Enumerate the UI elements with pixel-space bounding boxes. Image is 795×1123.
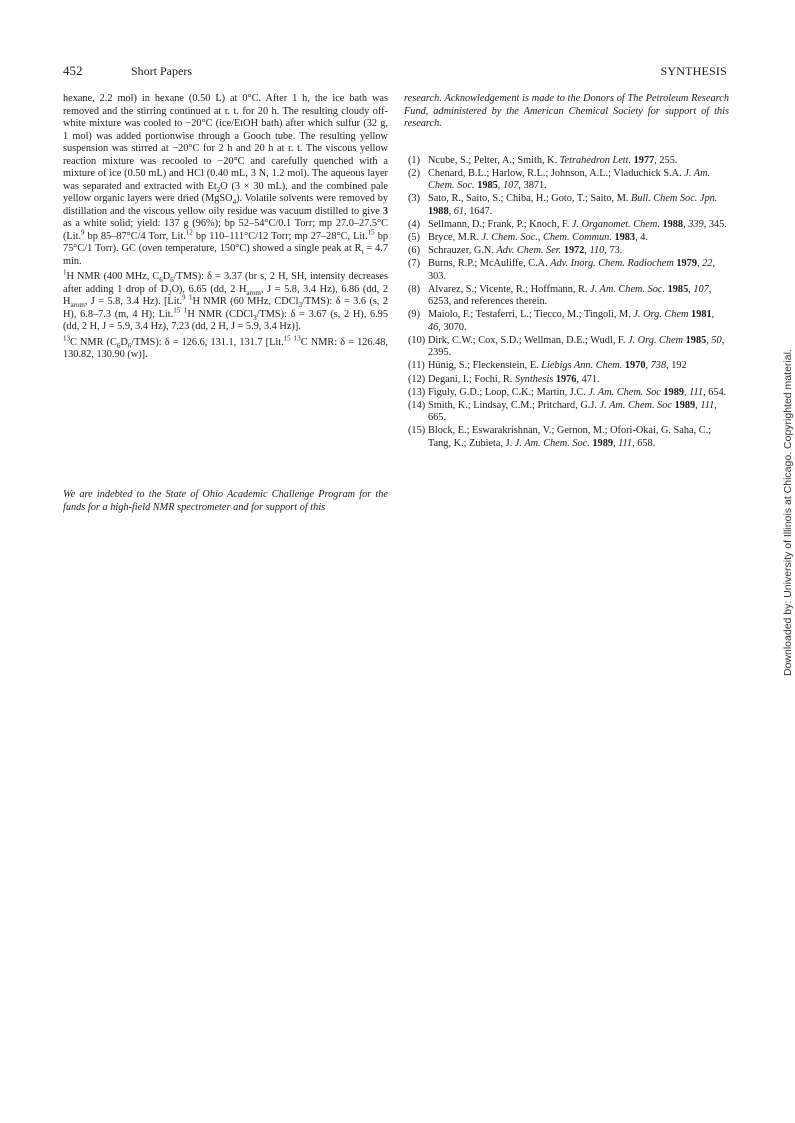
reference-authors: Dirk, C.W.; Cox, S.D.; Wellman, D.E.; Wudl, F.	[428, 334, 628, 346]
reference-pages: 3070.	[443, 321, 467, 333]
reference-volume: 339	[688, 218, 704, 230]
reference-item: (8) Alvarez, S.; Vicente, R.; Hoffmann, R. J. Am. Chem. Soc. 1985, 107, 6253, and references therein.	[408, 283, 712, 308]
reference-pages: 471.	[581, 373, 600, 385]
reference-item: (9) Maiolo, F.; Testaferri, L.; Tiecco, M.; Tingoli, M. J. Org. Chem 1981, 46, 3070.	[408, 309, 715, 333]
reference-year: 1983	[614, 231, 636, 243]
reference-year: 1970	[624, 360, 646, 372]
reference-volume: 111	[700, 399, 715, 411]
reference-pages: 4.	[640, 231, 648, 243]
reference-journal: Liebigs Ann. Chem.	[541, 360, 623, 372]
reference-number: (1)	[408, 154, 421, 166]
reference-year: 1988	[662, 218, 684, 230]
reference-year: 1985	[685, 334, 707, 346]
reference-authors: Smith, K.; Lindsay, C.M.; Pritchard, G.J.	[428, 399, 600, 411]
reference-pages: 2395.	[428, 347, 452, 359]
reference-item: (4) Sellmann, D.; Frank, P.; Knoch, F. J. Organomet. Chem. 1988, 339, 345.	[408, 218, 727, 230]
reference-journal: J. Chem. Soc., Chem. Commun.	[481, 231, 612, 243]
reference-pages: 1647.	[469, 205, 493, 217]
page-number: 452	[63, 63, 83, 78]
reference-volume: 107	[693, 283, 709, 295]
reference-pages: 3871.	[523, 180, 547, 192]
c-nmr-paragraph: $^{13}$C NMR $(C_6D_6/TMS)$: δ = 126.6, 131.1, 131.7 [Lit.$^{15}$ $^{13}$C NMR: δ = 126.48, 130.82, 130.90 (w)].	[63, 334, 388, 360]
reference-volume: 61	[453, 205, 465, 217]
reference-volume: 107	[502, 180, 519, 192]
reference-year: 1985	[477, 180, 498, 192]
reference-journal: J. Am. Chem. Soc	[588, 386, 661, 398]
reference-year: 1977	[633, 154, 655, 166]
reference-item: (14) Smith, K.; Lindsay, C.M.; Pritchard, G.J. J. Am. Chem. Soc 1989, 111, 665.	[408, 399, 717, 424]
reference-pages: 658.	[637, 437, 656, 449]
reference-number: (9)	[408, 309, 421, 321]
reference-year: 1981	[691, 309, 712, 321]
reference-pages: 255.	[659, 154, 678, 166]
compound-number: 3	[382, 205, 388, 217]
journal-name: SYNTHESIS	[660, 64, 727, 78]
reference-authors: Bryce, M.R.	[428, 231, 482, 243]
reference-item: (12) Degani, I.; Fochi, R. Synthesis 1976, 471.	[408, 373, 600, 385]
reference-authors: Hünig, S.; Fleckenstein, E.	[428, 360, 542, 372]
h-nmr-paragraph: $^1$H NMR (400 MHz, $C_6D_6/TMS$): δ = 3.37 (br s, 2 H, SH, intensity decreases after adding 1 drop of $D_2O$), 6.65 (dd, 2 $H_{arom}$, J = 5.8, 3.4 Hz), 6.86 (dd, 2 $H_{arom}$, J = 5.8, 3.4 Hz). [Lit.$^9$ $^1$H NMR (60 MHz, CDCl$_3$/TMS): δ = 3.6 (s, 2 H), 6.8–7.3 (m, 4 H); Lit.$^{15}$ $^1$H NMR (CDCl$_3$/TMS): δ = 3.67 (s, 2 H), 6.95 (dd, 2 H, J = 5.9, 3.4 Hz), 7.23 (dd, 2 H, J = 5.9, 3.4 Hz)].	[63, 268, 389, 332]
reference-pages: 654.	[708, 386, 727, 398]
reference-year: 1972	[563, 244, 585, 256]
reference-number: (6)	[408, 244, 421, 256]
reference-number: (4)	[408, 218, 421, 230]
reference-number: (5)	[408, 231, 421, 243]
reference-authors: Chenard, B.L.; Harlow, R.L.; Johnson, A.L.; Vladuchick S.A.	[428, 167, 685, 179]
reference-volume: 46	[428, 321, 439, 333]
reference-pages: 192	[671, 360, 687, 372]
reference-number: (12)	[408, 373, 426, 385]
acknowledgement-end: research. Acknowledgement is made to the Donors of The Petroleum Research Fund, administered by the American Chemical Society for support of this research.	[404, 93, 729, 129]
reference-number: (2)	[408, 167, 421, 179]
reference-year: 1989	[674, 399, 696, 411]
reference-volume: 22	[702, 258, 713, 270]
reference-volume: 111	[689, 386, 704, 398]
reference-item: (10) Dirk, C.W.; Cox, S.D.; Wellman, D.E.; Wudl, F. J. Org. Chem 1985, 50, 2395.	[408, 334, 725, 359]
reference-pages: 6253, and references therein.	[428, 296, 548, 308]
reference-volume: 50	[711, 334, 722, 346]
reference-list	[404, 155, 729, 451]
reference-authors: Degani, I.; Fochi, R.	[428, 373, 515, 385]
reference-authors: Ncube, S.; Pelter, A.; Smith, K.	[428, 154, 560, 166]
reference-item: (6) Schrauzer, G.N. Adv. Chem. Ser. 1972, 110, 73.	[408, 244, 623, 256]
reference-item: (13) Figuly, G.D.; Loop, C.K.; Martin, J.C. J. Am. Chem. Soc 1989, 111, 654.	[408, 386, 727, 398]
reference-journal: J. Am. Chem. Soc.	[590, 283, 666, 295]
reference-journal: Synthesis	[514, 373, 554, 385]
reference-number: (14)	[408, 399, 426, 411]
reference-journal: Tetrahedron Lett.	[559, 154, 632, 166]
reference-number: (8)	[408, 283, 421, 295]
reference-journal: J. Org. Chem	[633, 309, 689, 321]
reference-pages: 303.	[428, 270, 447, 282]
reference-number: (15)	[408, 425, 426, 437]
left-column	[63, 93, 388, 365]
reference-authors: Block, E.; Eswarakrishnan, V.; Gernon, M.; Ofori-Okai, G. Saha, C.; Tang, K.; Zubieta, J.	[428, 425, 712, 449]
reference-pages: 345.	[708, 218, 727, 230]
reference-authors: Burns, R.P.; McAuliffe, C.A.	[428, 258, 551, 270]
section-title: Short Papers	[131, 64, 192, 78]
reference-authors: Sato, R., Saito, S.; Chiba, H.; Goto, T.; Saito, M.	[428, 193, 631, 205]
reference-item: (1) Ncube, S.; Pelter, A.; Smith, K. Tetrahedron Lett. 1977, 255.	[408, 154, 678, 166]
reference-journal: J. Am. Chem. Soc	[599, 399, 672, 411]
download-watermark: Downloaded by: University of Illinois at Chicago. Copyrighted material.	[782, 349, 794, 676]
reference-volume: 111	[618, 437, 633, 449]
reference-number: (7)	[408, 258, 421, 270]
reference-volume: 738	[650, 360, 667, 372]
reference-item: (2) Chenard, B.L.; Harlow, R.L.; Johnson, A.L.; Vladuchick S.A. J. Am. Chem. Soc. 1985, 107, 3871.	[408, 167, 711, 192]
reference-journal: J. Organomet. Chem.	[571, 218, 660, 230]
reference-year: 1989	[592, 437, 613, 449]
reference-authors: Figuly, G.D.; Loop, C.K.; Martin, J.C.	[428, 386, 589, 398]
reference-number: (11)	[408, 360, 425, 372]
reference-year: 1979	[676, 258, 697, 270]
reference-authors: Sellmann, D.; Frank, P.; Knoch, F.	[428, 218, 572, 230]
reference-authors: Schrauzer, G.N.	[428, 244, 497, 256]
reference-journal: J. Am. Chem. Soc.	[428, 167, 711, 192]
reference-journal: Adv. Chem. Ser.	[496, 244, 562, 256]
reference-authors: Maiolo, F.; Testaferri, L.; Tiecco, M.; Tingoli, M.	[428, 309, 634, 321]
procedure-paragraph: hexane, 2.2 mol) in hexane (0.50 L) at 0°C. After 1 h, the ice bath was removed and the stirring continued at r. t. for 20 h. The resulting cloudy off-white mixture was cooled to −20°C (ice/EtOH bath) after which sulfur (32 g, 1 mol) was added portionwise through a Gooch tube. The resulting yellow suspension was stirred at −20°C for 2 h and 20 h at r. t. The viscous yellow reaction mixture was recooled to −20°C and carefully quenched with a mixture of ice (0.50 mL) and HCl (0.40 mL, 3 N, 1.2 mol). The aqueous layer was separated and extracted with $Et_2O$ (3 × 30 mL), and the combined pale yellow organic layers were dried (MgSO$_4$). Volatile solvents were removed by distillation and the viscous yellow oily residue was vacuum distilled to give 3 as a white solid; yield: 137 g (96%); bp 52–54°C/0.1 Torr; mp 27.0–27.5°C (Lit.$^9$ bp 85–87°C/4 Torr, Lit.$^{12}$ bp 110–111°C/12 Torr; mp 27–28°C, Lit.$^{15}$ bp 75°C/1 Torr). GC (oven temperature, 150°C) showed a single peak at $R_t = 4.7$ min.	[63, 93, 389, 267]
reference-item: (7) Burns, R.P.; McAuliffe, C.A. Adv. Inorg. Chem. Radiochem 1979, 22, 303.	[408, 258, 715, 282]
reference-pages: 665.	[428, 412, 447, 424]
reference-journal: Adv. Inorg. Chem. Radiochem	[550, 258, 674, 270]
reference-year: 1985	[667, 283, 689, 295]
reference-item: (3) Sato, R., Saito, S.; Chiba, H.; Goto, T.; Saito, M. Bull. Chem Soc. Jpn. 1988, 61, 1647.	[408, 193, 718, 217]
reference-year: 1989	[663, 386, 684, 398]
reference-year: 1988	[428, 205, 449, 217]
reference-journal: J. Org. Chem	[627, 334, 684, 346]
reference-pages: 73.	[609, 244, 623, 256]
reference-number: (13)	[408, 386, 426, 398]
reference-authors: Alvarez, S.; Vicente, R.; Hoffmann, R.	[428, 283, 591, 295]
right-column	[404, 93, 729, 451]
acknowledgement-start: We are indebted to the State of Ohio Academic Challenge Program for the funds for a high-field NMR spectrometer and for support of this	[63, 489, 388, 513]
reference-item: (5) Bryce, M.R. J. Chem. Soc., Chem. Commun. 1983, 4.	[408, 231, 648, 243]
reference-number: (3)	[408, 193, 421, 205]
reference-journal: J. Am. Chem. Soc.	[514, 437, 590, 449]
reference-journal: Bull. Chem Soc. Jpn.	[631, 193, 718, 205]
reference-item: (11) Hünig, S.; Fleckenstein, E. Liebigs Ann. Chem. 1970, 738, 192	[408, 360, 687, 372]
reference-year: 1976	[555, 373, 577, 385]
reference-volume: 110	[589, 244, 605, 256]
reference-number: (10)	[408, 334, 426, 346]
reference-item: (15) Block, E.; Eswarakrishnan, V.; Gernon, M.; Ofori-Okai, G. Saha, C.; Tang, K.; Zubieta, J. J. Am. Chem. Soc. 1989, 111, 658.	[408, 425, 712, 449]
